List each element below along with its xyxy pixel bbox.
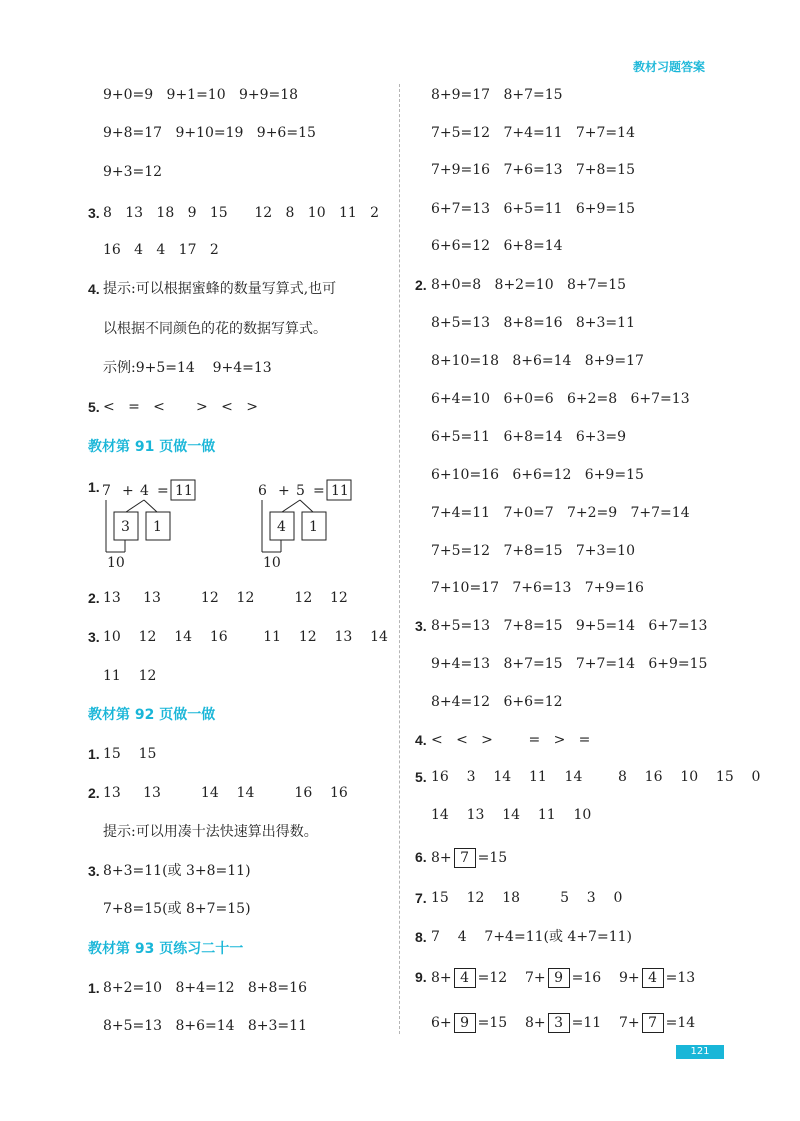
question-number: 3. [415, 618, 427, 634]
question-number: 1. [88, 479, 100, 495]
answer-line: 7+4=11 7+0=7 7+2=9 7+7=14 [431, 505, 690, 521]
answer-line: 15 12 18 5 3 0 [431, 890, 623, 906]
question-number: 2. [415, 277, 427, 293]
answer-line: 16 3 14 11 14 8 16 10 15 0 [431, 769, 761, 785]
question-number: 3. [88, 629, 100, 645]
addend-a: 7 [102, 483, 111, 499]
addend-b: 4 [140, 483, 149, 499]
question-number: 4. [88, 281, 100, 297]
split-value: 1 [309, 519, 318, 535]
question-number: 9. [415, 969, 427, 985]
question-number: 2. [88, 785, 100, 801]
eq-suffix: =12 [477, 970, 508, 986]
section-title: 教材第 92 页做一做 [88, 707, 216, 723]
answer-line: 8+9=17 8+7=15 [431, 87, 563, 103]
answer-box: 9 [548, 968, 570, 988]
hint-text: 提示:可以根据蜜蜂的数量写算式,也可 [103, 281, 337, 297]
answer-line: 8+10=18 8+6=14 8+9=17 [431, 353, 644, 369]
hint-text: 提示:可以用凑十法快速算出得数。 [103, 824, 318, 840]
make-ten-diagrams [95, 472, 385, 572]
question-number: 1. [88, 746, 100, 762]
addend-a: 6 [258, 483, 267, 499]
eq-suffix: =13 [665, 970, 696, 986]
answer-line: 9+3=12 [103, 164, 163, 180]
eq-suffix: =15 [477, 1015, 508, 1031]
answer-line: 6+10=16 6+6=12 6+9=15 [431, 467, 644, 483]
answer-line: 9+0=9 9+1=10 9+9=18 [103, 87, 299, 103]
section-title: 教材第 93 页练习二十一 [88, 941, 244, 957]
split-value: 1 [153, 519, 162, 535]
sum-value: 11 [331, 483, 349, 499]
split-value: 3 [121, 519, 130, 535]
answer-line: 7+10=17 7+6=13 7+9=16 [431, 580, 644, 596]
answer-box: 4 [642, 968, 664, 988]
answer-line: 9+8=17 9+10=19 9+6=15 [103, 125, 316, 141]
eq-suffix: =15 [477, 850, 508, 866]
eq-prefix: 6+ [431, 1015, 452, 1031]
answer-line: 16 4 4 17 2 [103, 242, 219, 258]
section-title: 教材第 91 页做一做 [88, 439, 216, 455]
question-number: 8. [415, 929, 427, 945]
example-text: 示例:9+5=14 9+4=13 [103, 360, 272, 376]
split-line [126, 500, 144, 512]
equals-sign: = [157, 483, 169, 499]
answer-box: 7 [642, 1013, 664, 1033]
answer-line: 8+5=13 7+8=15 9+5=14 6+7=13 [431, 618, 708, 634]
answer-line: 13 13 14 14 16 16 [103, 785, 348, 801]
answer-box: 4 [454, 968, 476, 988]
answer-box: 9 [454, 1013, 476, 1033]
answer-box: 3 [548, 1013, 570, 1033]
hint-text: 以根据不同颜色的花的数据写算式。 [103, 321, 327, 337]
header-title: 教材习题答案 [633, 60, 706, 74]
addend-b: 5 [296, 483, 305, 499]
answer-line: 7+9=16 7+6=13 7+8=15 [431, 162, 635, 178]
question-number: 2. [88, 590, 100, 606]
split-line [300, 500, 313, 512]
split-value: 4 [277, 519, 286, 535]
answer-line: 7+8=15(或 8+7=15) [103, 901, 251, 917]
ten-label: 10 [107, 555, 125, 571]
answer-line: < = < > < > [103, 399, 258, 415]
answer-line: 7+5=12 7+8=15 7+3=10 [431, 543, 635, 559]
split-line [144, 500, 157, 512]
answer-line: 8+0=8 8+2=10 8+7=15 [431, 277, 627, 293]
sum-value: 11 [175, 483, 193, 499]
column-divider [399, 84, 400, 1034]
answer-line: 8 13 18 9 15 12 8 10 11 2 [103, 205, 380, 221]
boxed-equation-row [431, 1013, 695, 1033]
answer-line: 8+4=12 6+6=12 [431, 694, 563, 710]
answer-line: 14 13 14 11 10 [431, 807, 592, 823]
answer-line: 8+3=11(或 3+8=11) [103, 863, 251, 879]
boxed-equation [431, 848, 507, 868]
answer-line: 15 15 [103, 746, 157, 762]
answer-line: 7 4 7+4=11(或 4+7=11) [431, 929, 632, 945]
answer-line: 6+5=11 6+8=14 6+3=9 [431, 429, 627, 445]
plus-sign: + [278, 483, 290, 499]
eq-prefix: 9+ [619, 970, 640, 986]
eq-prefix: 7+ [619, 1015, 640, 1031]
answer-line: 8+5=13 8+6=14 8+3=11 [103, 1018, 307, 1034]
answer-line: 6+4=10 6+0=6 6+2=8 6+7=13 [431, 391, 690, 407]
eq-suffix: =11 [571, 1015, 602, 1031]
answer-line: 6+7=13 6+5=11 6+9=15 [431, 201, 635, 217]
question-number: 3. [88, 205, 100, 221]
ten-label: 10 [263, 555, 281, 571]
question-number: 4. [415, 732, 427, 748]
answer-line: 7+5=12 7+4=11 7+7=14 [431, 125, 635, 141]
eq-prefix: 7+ [525, 970, 546, 986]
boxed-equation-row [431, 968, 695, 988]
eq-prefix: 8+ [525, 1015, 546, 1031]
answer-line: 9+4=13 8+7=15 7+7=14 6+9=15 [431, 656, 708, 672]
eq-suffix: =16 [571, 970, 602, 986]
question-number: 7. [415, 890, 427, 906]
answer-line: 6+6=12 6+8=14 [431, 238, 563, 254]
equals-sign: = [313, 483, 325, 499]
answer-box: 7 [454, 848, 476, 868]
answer-line: 8+2=10 8+4=12 8+8=16 [103, 980, 307, 996]
question-number: 1. [88, 980, 100, 996]
eq-prefix: 8+ [431, 850, 452, 866]
question-number: 5. [415, 769, 427, 785]
split-line [282, 500, 300, 512]
question-number: 6. [415, 849, 427, 865]
question-number: 5. [88, 399, 100, 415]
eq-suffix: =14 [665, 1015, 696, 1031]
page-number-badge: 121 [676, 1045, 724, 1059]
question-number: 3. [88, 863, 100, 879]
answer-line: 13 13 12 12 12 12 [103, 590, 348, 606]
answer-line: < < > = > = [431, 732, 591, 748]
answer-line: 8+5=13 8+8=16 8+3=11 [431, 315, 635, 331]
answer-line: 10 12 14 16 11 12 13 14 [103, 629, 388, 645]
answer-line: 11 12 [103, 668, 157, 684]
plus-sign: + [122, 483, 134, 499]
eq-prefix: 8+ [431, 970, 452, 986]
